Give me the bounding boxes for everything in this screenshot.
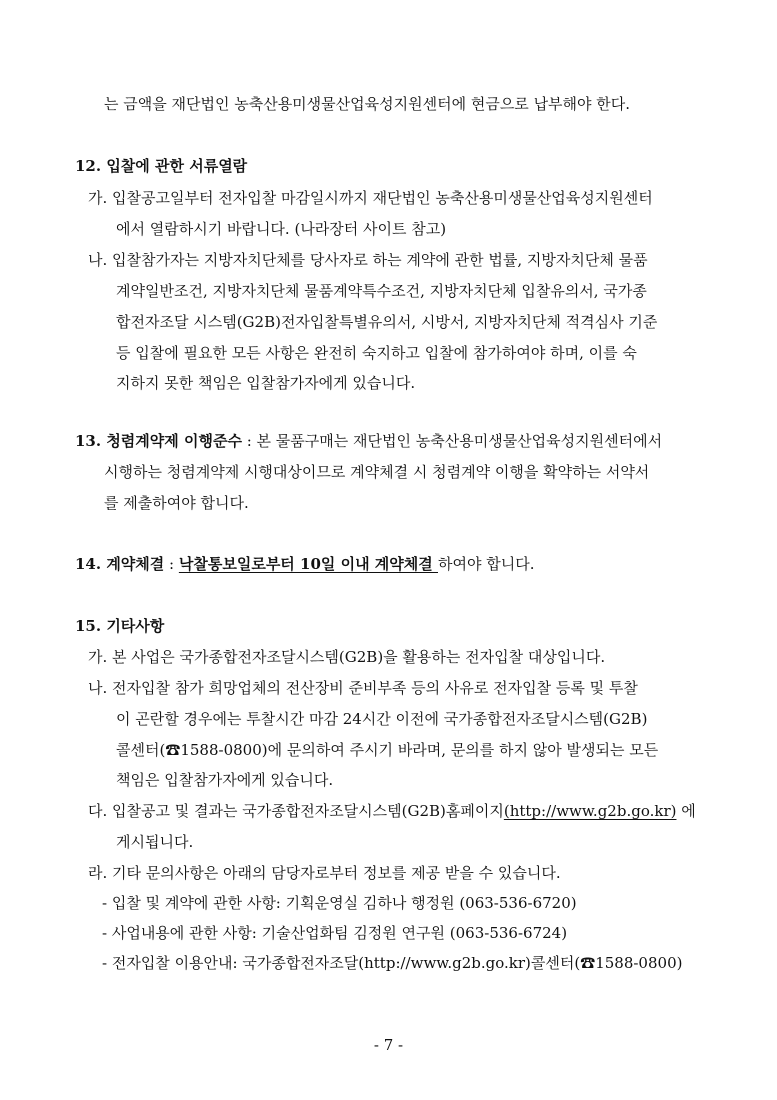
section-12-item-na-cont: 합전자조달 시스템(G2B)전자입찰특별유의서, 시방서, 지방자치단체 적격심사 기준	[116, 313, 658, 331]
section-12-item-na: 나. 입찰참가자는 지방자치단체를 당사자로 하는 계약에 관한 법률, 지방자치단체 물품	[88, 251, 648, 269]
section-14-heading	[75, 553, 534, 575]
section-15-item-da	[88, 800, 696, 822]
section-15-heading: 15. 기타사항	[75, 617, 165, 635]
section-13-cont: 시행하는 청렴계약제 시행대상이므로 계약체결 시 청렴계약 이행을 확약하는 서약서	[104, 463, 650, 481]
section-15-item-da-suffix: 에	[676, 802, 696, 820]
section-15-item-na: 나. 전자입찰 참가 희망업체의 전산장비 준비부족 등의 사유로 전자입찰 등록 및 투찰	[88, 679, 638, 697]
section-13-text: : 본 물품구매는 재단법인 농축산용미생물산업육성지원센터에서	[241, 432, 663, 450]
section-13-cont: 를 제출하여야 합니다.	[104, 494, 249, 512]
section-15-item-na-cont: 책임은 입찰참가자에게 있습니다.	[116, 771, 334, 789]
section-12-heading: 12. 입찰에 관한 서류열람	[75, 157, 248, 175]
contact-line-project: - 사업내용에 관한 사항: 기술산업화팀 김정원 연구원 (063-536-6724)	[102, 924, 568, 942]
section-15-item-na-cont: 이 곤란할 경우에는 투찰시간 마감 24시간 이전에 국가종합전자조달시스템(G2B)	[116, 710, 648, 728]
section-14-sep: :	[164, 555, 179, 573]
section-14-underlined-text: 낙찰통보일로부터 10일 이내 계약체결	[178, 555, 438, 573]
section-12-item-na-cont: 등 입찰에 필요한 모든 사항은 완전히 숙지하고 입찰에 참가하여야 하며, 이를 숙	[116, 344, 637, 362]
g2b-homepage-link[interactable]: (http://www.g2b.go.kr)	[503, 802, 677, 820]
section-15-item-ra: 라. 기타 문의사항은 아래의 담당자로부터 정보를 제공 받을 수 있습니다.	[88, 864, 561, 882]
section-15-item-da-cont: 게시됩니다.	[116, 833, 194, 851]
page-number: - 7 -	[373, 1036, 404, 1054]
contact-line-contract: - 입찰 및 계약에 관한 사항: 기획운영실 김하나 행정원 (063-536-6720)	[102, 894, 577, 912]
section-12-item-na-cont: 계약일반조건, 지방자치단체 물품계약특수조건, 지방자치단체 입찰유의서, 국가종	[116, 282, 647, 300]
section-14-title: 14. 계약체결	[75, 555, 165, 573]
intro-line: 는 금액을 재단법인 농축산용미생물산업육성지원센터에 현금으로 납부해야 한다.	[104, 95, 631, 113]
section-12-item-na-cont: 지하지 못한 책임은 입찰참가자에게 있습니다.	[116, 374, 416, 392]
section-14-text: 하여야 합니다.	[438, 555, 535, 573]
section-13-heading	[75, 430, 662, 452]
section-15-item-ga: 가. 본 사업은 국가종합전자조달시스템(G2B)을 활용하는 전자입찰 대상입니다.	[88, 648, 606, 666]
contact-line-e-bidding: - 전자입찰 이용안내: 국가종합전자조달(http://www.g2b.go.kr)콜센터(☎1588-0800)	[102, 954, 683, 972]
section-13-title: 13. 청렴계약제 이행준수	[75, 432, 242, 450]
section-12-item-ga-cont: 에서 열람하시기 바랍니다. (나라장터 사이트 참고)	[116, 220, 447, 238]
section-15-item-na-cont: 콜센터(☎1588-0800)에 문의하여 주시기 바라며, 문의를 하지 않아 발생되는 모든	[116, 741, 659, 759]
section-12-item-ga: 가. 입찰공고일부터 전자입찰 마감일시까지 재단법인 농축산용미생물산업육성지원센터	[88, 189, 653, 207]
section-15-item-da-text: 다. 입찰공고 및 결과는 국가종합전자조달시스템(G2B)홈페이지	[88, 802, 504, 820]
